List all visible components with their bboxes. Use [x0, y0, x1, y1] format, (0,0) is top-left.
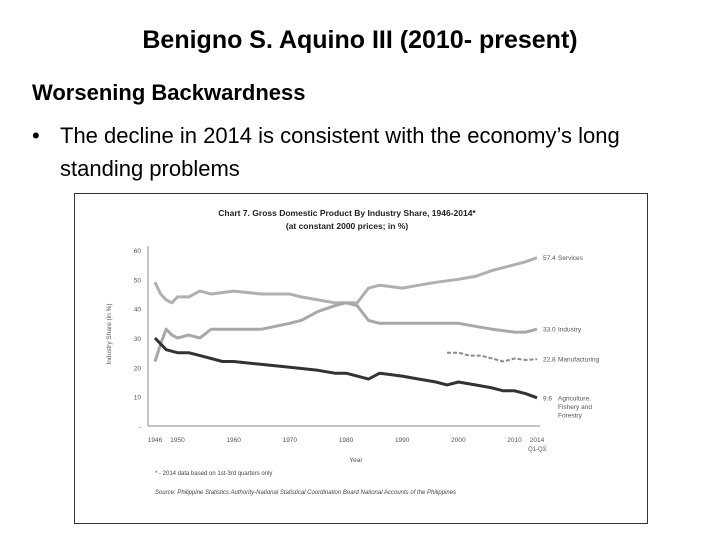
y-tick-label: -: [138, 424, 141, 431]
x-tick-label: 1970: [282, 437, 298, 444]
x-tick-label: 2000: [451, 437, 466, 444]
bullet-symbol: •: [32, 123, 40, 148]
x-tick-label: 1950: [170, 437, 185, 444]
chart-title: Chart 7. Gross Domestic Product By Industry Share, 1946-2014*: [218, 208, 476, 218]
series-name-label: Forestry: [558, 412, 582, 420]
series-end-value: 33.0: [543, 326, 556, 334]
x-tick-label: 2010: [507, 437, 522, 444]
chart-footnote: * - 2014 data based on 1st-3rd quarters only: [155, 471, 273, 477]
x-tick-label: 1946: [147, 437, 163, 444]
series-name-label: Agriculture,: [558, 395, 591, 403]
x-tick-label: 2014: [529, 437, 545, 444]
y-tick-label: 50: [133, 277, 141, 285]
series-name-label: Industry: [558, 326, 582, 334]
y-tick-label: 10: [133, 394, 141, 402]
series-line-industry: [155, 303, 537, 362]
series-line-manufacturing: [447, 353, 537, 362]
series-name-label: Fishery and: [558, 403, 592, 411]
y-tick-label: 30: [133, 336, 141, 343]
series-end-value: 9.6: [543, 395, 553, 403]
y-axis-label: Industry Share (in %): [106, 303, 113, 365]
x-tick-label: 1960: [226, 437, 241, 444]
x-axis-label: Year: [349, 457, 363, 464]
x-tick-sublabel: Q1-Q3: [527, 447, 547, 453]
y-tick-label: 60: [133, 248, 141, 255]
y-tick-label: 40: [133, 306, 141, 314]
slide-title: Benigno S. Aquino III (2010- present): [142, 26, 578, 54]
x-tick-label: 1980: [338, 437, 354, 444]
chart-frame: [74, 193, 648, 524]
chart-source: Source: Philippine Statistics Authority-National Statistical Coordination Board National Accounts of the Philippines: [155, 490, 457, 496]
y-tick-label: 20: [133, 365, 141, 373]
series-end-value: 22.8: [543, 356, 556, 364]
series-end-value: 57.4: [543, 255, 556, 263]
series-line-services: [155, 258, 537, 303]
slide-subheading: Worsening Backwardness: [32, 80, 306, 105]
x-tick-label: 1990: [394, 437, 410, 444]
gdp-industry-share-chart: [75, 194, 647, 523]
series-name-label: Services: [558, 255, 583, 263]
series-name-label: Manufacturing: [558, 356, 600, 364]
chart-subtitle: (at constant 2000 prices; in %): [285, 221, 409, 231]
series-line-agriculture-fishery-and-forestry: [155, 338, 537, 398]
bullet-text: The decline in 2014 is consistent with the economy’s long standing problems: [60, 123, 620, 181]
